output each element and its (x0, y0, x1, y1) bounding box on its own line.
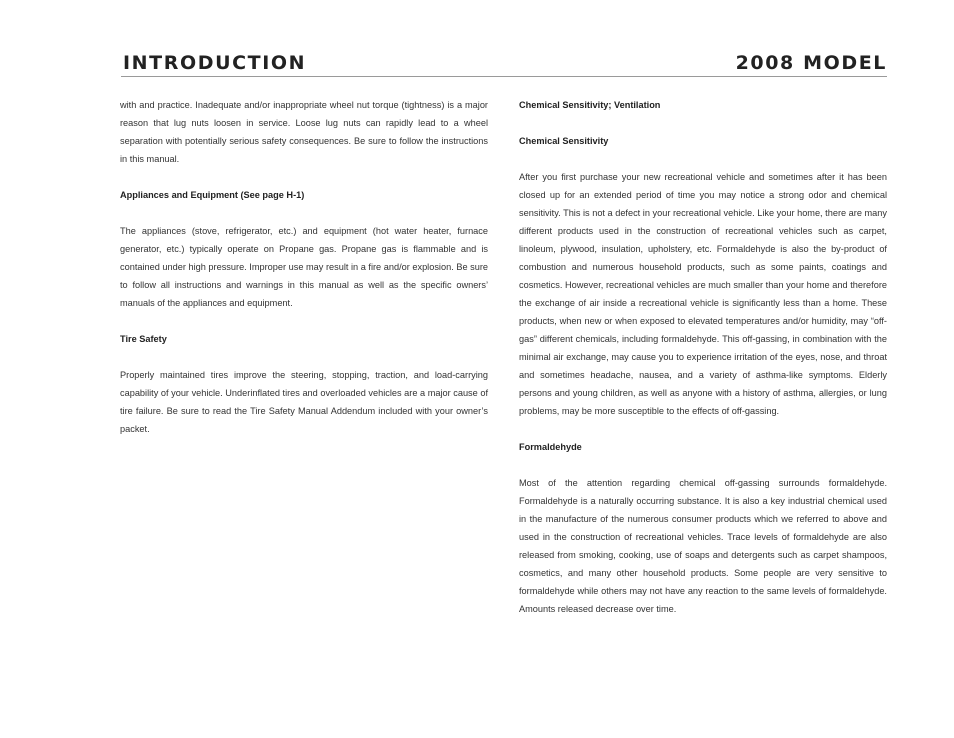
chemical-sensitivity-heading: Chemical Sensitivity (519, 136, 609, 146)
header-divider (121, 76, 887, 77)
formaldehyde-paragraph: Most of the attention regarding chemical off-gassing surrounds formaldehyde. Formaldehyde is a naturally occurring substance. It is also a key industrial chemical used in the manufacture of the numerous consumer products which we referred to above and used in the construction of recreational vehicles. Trace levels of formaldehyde are also released from smoking, cooking, use of soaps and detergents such as carpet shampoos, cosmetics, and many other household products. Some people are very sensitive to formaldehyde while others may not have any reaction to the same levels of formaldehyde. Amounts released decrease over time. (519, 478, 887, 614)
spacer (519, 150, 887, 168)
spacer (120, 348, 488, 366)
spacer (519, 456, 887, 474)
left-column (120, 96, 488, 438)
spacer (519, 420, 887, 438)
spacer (120, 204, 488, 222)
spacer (120, 168, 488, 186)
appliances-paragraph: The appliances (stove, refrigerator, etc.) and equipment (hot water heater, furnace generator, etc.) typically operate on Propane gas. Propane gas is flammable and is contained under high pressure. Improper use may result in a fire and/or explosion. Be sure to follow all instructions and warnings in this manual as well as the specific owners’ manuals of the appliances and equipment. (120, 226, 488, 308)
section-title: INTRODUCTION (123, 52, 307, 74)
wheel-nut-paragraph: with and practice. Inadequate and/or inappropriate wheel nut torque (tightness) is a major reason that lug nuts loosen in service. Loose lug nuts can rapidly lead to a wheel separation with potentially serious safety consequences. Be sure to follow the instructions in this manual. (120, 100, 488, 164)
spacer (120, 312, 488, 330)
chemical-ventilation-heading: Chemical Sensitivity; Ventilation (519, 100, 661, 110)
right-column (519, 96, 887, 618)
tire-safety-heading: Tire Safety (120, 334, 167, 344)
chemical-sensitivity-paragraph: After you first purchase your new recreational vehicle and sometimes after it has been closed up for an extended period of time you may notice a strong odor and chemical sensitivity. This is not a defect in your recreational vehicle. Like your home, there are many different products used in the construction of recreational vehicles such as carpet, linoleum, plywood, insulation, upholstery, etc. Formaldehyde is also the by-product of combustion and numerous household products, such as some paints, coatings and cosmetics. However, recreational vehicles are much smaller than your home and therefore the exchange of air inside a recreational vehicle is significantly less than a home. These products, when new or when exposed to elevated temperatures and/or humidity, may “off-gas” different chemicals, including formaldehyde. This off-gassing, in combination with the minimal air exchange, may cause you to experience irritation of the eyes, nose, and throat and sometimes headache, nausea, and a variety of asthma-like symptoms. Elderly persons and young children, as well as anyone with a history of asthma, allergies, or lung problems, may be more susceptible to the effects of off-gassing. (519, 172, 887, 416)
formaldehyde-heading: Formaldehyde (519, 442, 582, 452)
model-year-title: 2008 MODEL (735, 52, 887, 74)
tire-safety-paragraph: Properly maintained tires improve the steering, stopping, traction, and load-carrying capability of your vehicle. Underinflated tires and overloaded vehicles are a major cause of tire failure. Be sure to read the Tire Safety Manual Addendum included with your owner’s packet. (120, 370, 488, 434)
spacer (519, 114, 887, 132)
page-header (121, 50, 887, 78)
appliances-heading: Appliances and Equipment (See page H-1) (120, 190, 305, 200)
